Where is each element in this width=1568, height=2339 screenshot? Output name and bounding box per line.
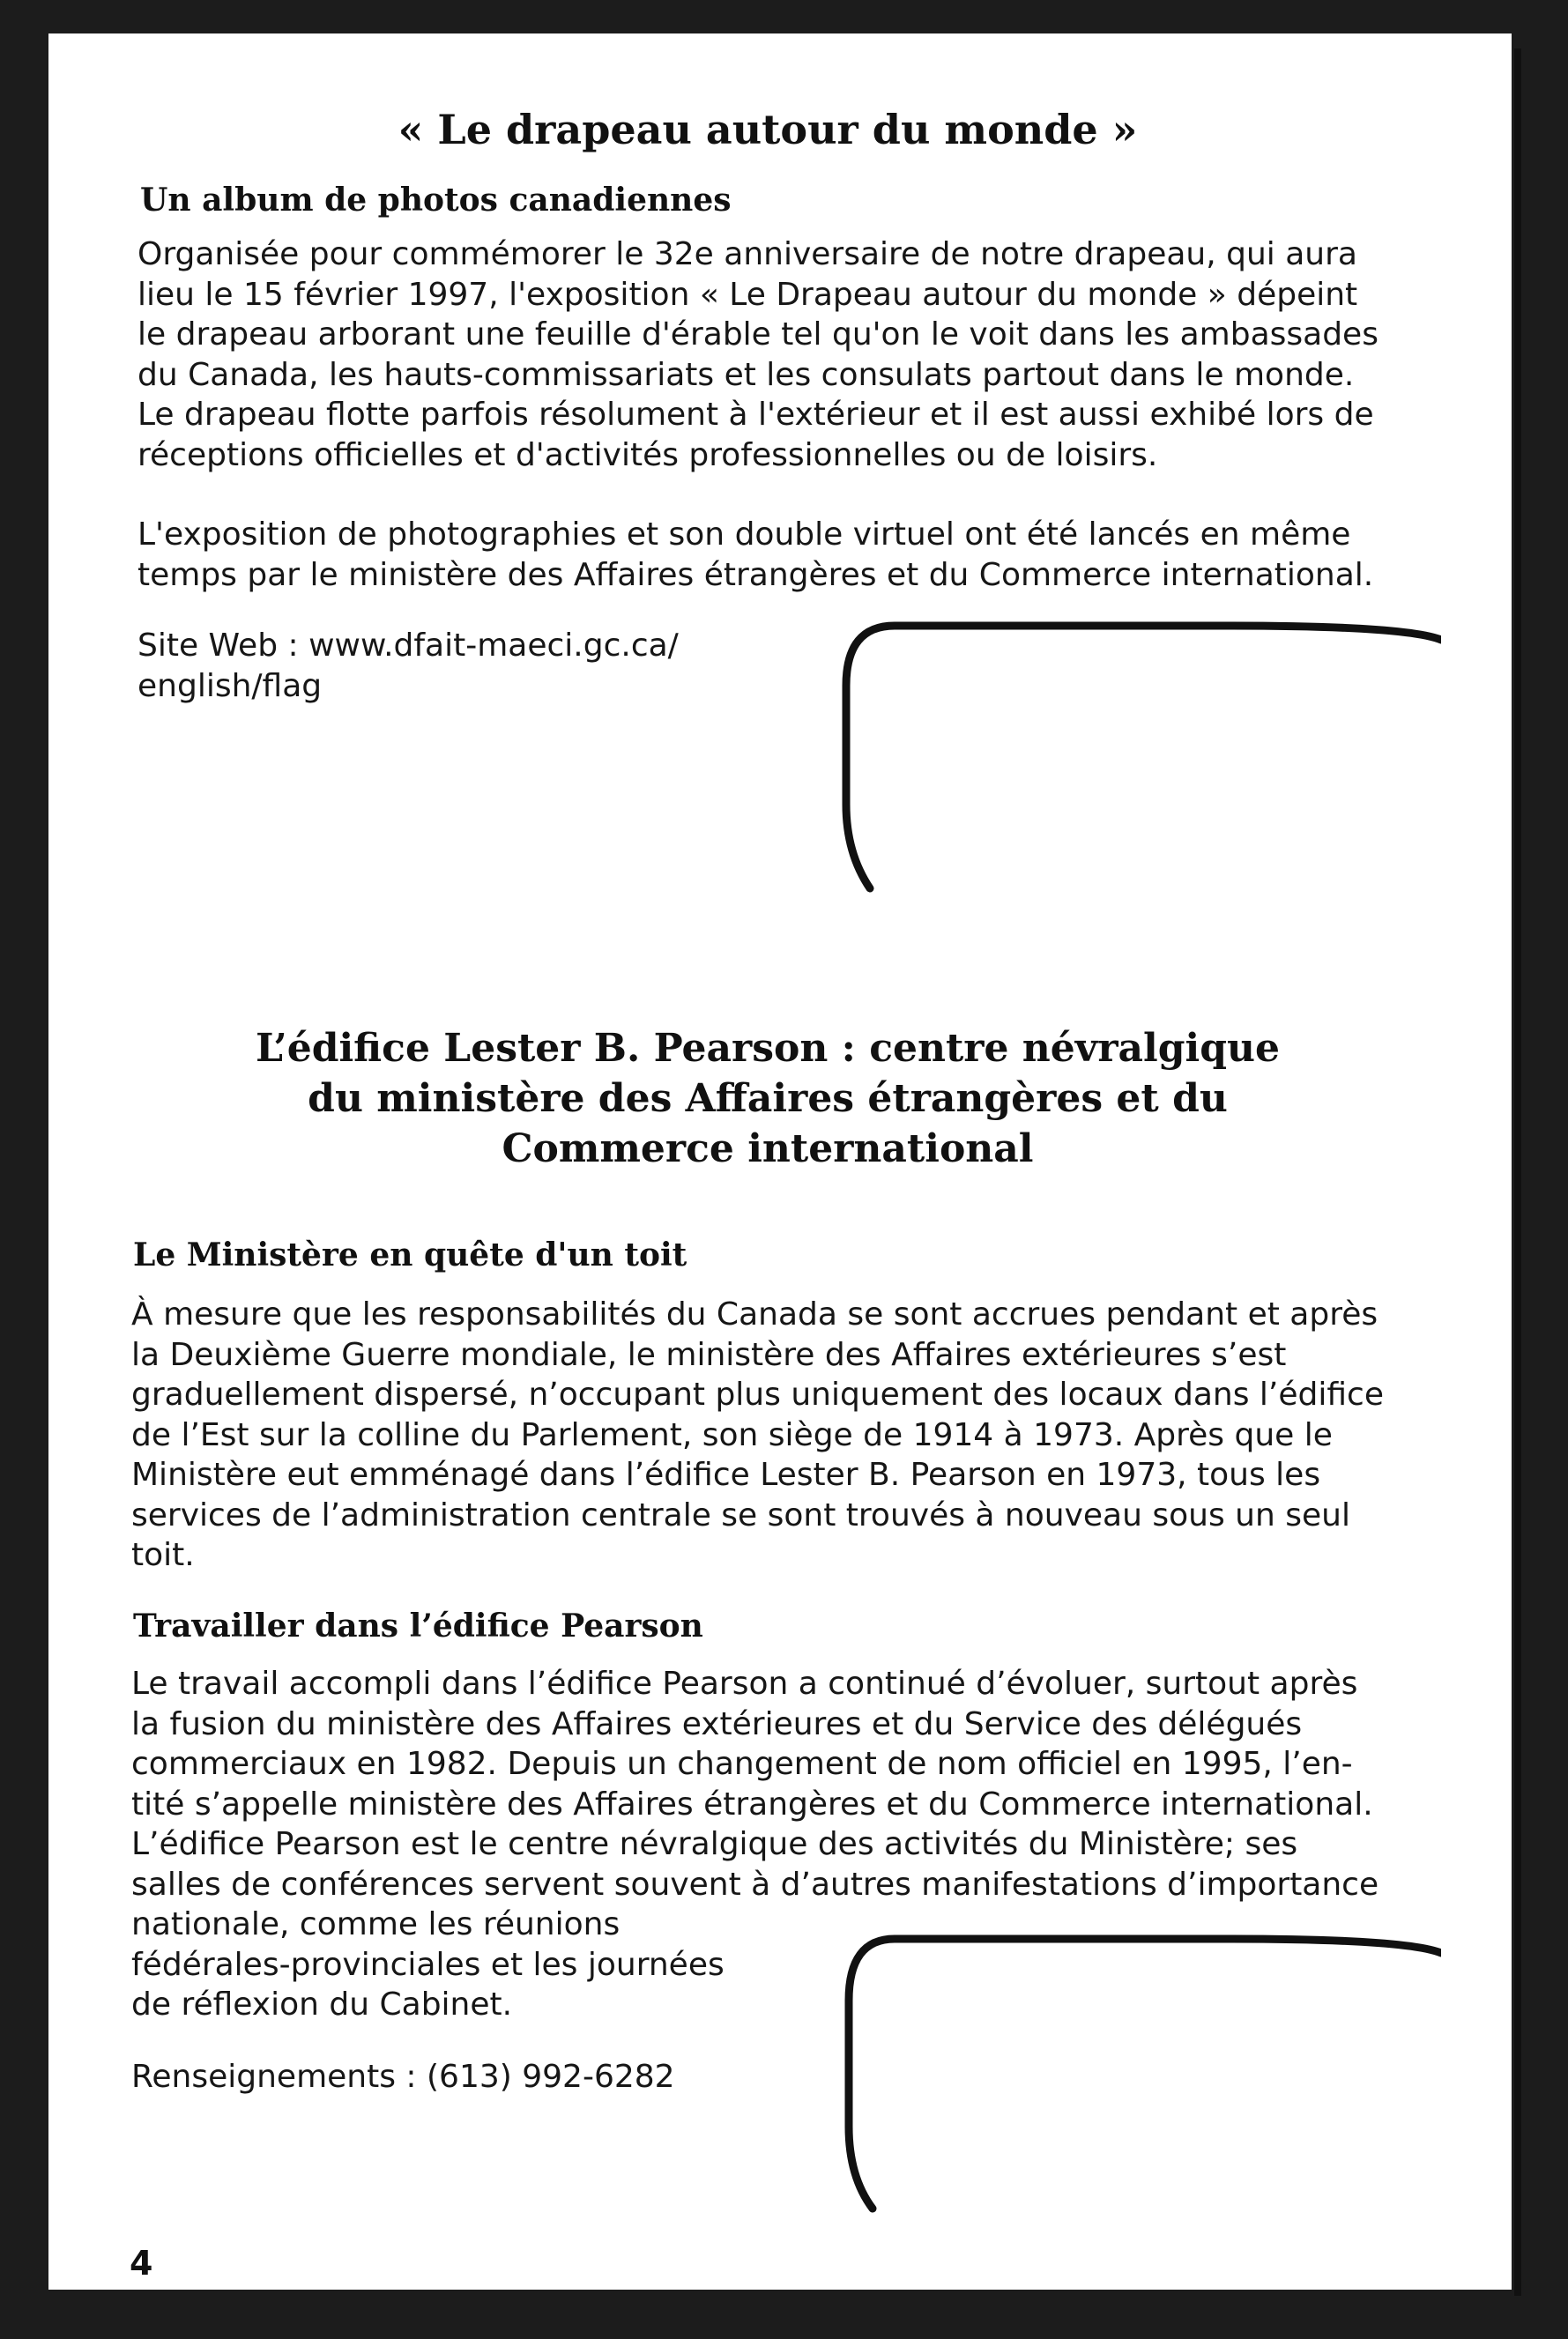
text-line: graduellement dispersé, n’occupant plus uniquement des locaux dans l’édifice xyxy=(131,1377,1384,1413)
text-line: de réflexion du Cabinet. xyxy=(131,1986,513,2023)
pearson-article-title xyxy=(48,1023,1487,1174)
title-line: du ministère des Affaires étrangères et du xyxy=(308,1076,1228,1121)
text-line: tité s’appelle ministère des Affaires étrangères et du Commerce international. xyxy=(131,1786,1373,1823)
pearson-info xyxy=(131,2057,675,2098)
page-edge-rule xyxy=(1514,48,1521,2296)
photo-frame-bracket xyxy=(771,589,1441,897)
text-line: salles de conférences servent souvent à d’autres manifestations d’importance xyxy=(131,1866,1379,1903)
text-line: toit. xyxy=(131,1537,195,1573)
flag-article-paragraph-2 xyxy=(137,515,1373,595)
text-line: Le travail accompli dans l’édifice Pearson a continué d’évoluer, surtout après xyxy=(131,1666,1358,1702)
text-line: services de l’administration centrale se sont trouvés à nouveau sous un seul xyxy=(131,1496,1350,1533)
text-line: Ministère eut emménagé dans l’édifice Lester B. Pearson en 1973, tous les xyxy=(131,1457,1321,1493)
text-line: Site Web : www.dfait-maeci.gc.ca/ xyxy=(137,627,679,664)
text-line: du Canada, les hauts-commissariats et les consulats partout dans le monde. xyxy=(137,356,1355,393)
text-line: fédérales-provinciales et les journées xyxy=(131,1946,725,1983)
text-line: lieu le 15 février 1997, l'exposition « Le Drapeau autour du monde » dépeint xyxy=(137,276,1358,313)
text-line: Le drapeau flotte parfois résolument à l'extérieur et il est aussi exhibé lors de xyxy=(137,397,1374,433)
pearson-paragraph-1 xyxy=(131,1295,1384,1576)
title-line: L’édifice Lester B. Pearson : centre névralgique xyxy=(256,1026,1280,1071)
text-line: Renseignements : (613) 992-6282 xyxy=(131,2059,675,2095)
photo-frame-bracket xyxy=(762,1902,1441,2219)
flag-article-subtitle: Un album de photos canadiennes xyxy=(140,182,732,219)
flag-article-title: « Le drapeau autour du monde » xyxy=(398,106,1138,153)
pearson-subtitle-2: Travailler dans l’édifice Pearson xyxy=(133,1608,703,1645)
text-line: réceptions officielles et d'activités professionnelles ou de loisirs. xyxy=(137,436,1158,473)
text-line: temps par le ministère des Affaires étrangères et du Commerce international. xyxy=(137,556,1374,593)
page-number: 4 xyxy=(130,2244,153,2283)
flag-website xyxy=(137,626,679,706)
text-line: nationale, comme les réunions xyxy=(131,1906,621,1942)
text-line: la Deuxième Guerre mondiale, le ministère des Affaires extérieures s’est xyxy=(131,1336,1287,1373)
flag-article-paragraph-1 xyxy=(137,234,1379,475)
title-line: Commerce international xyxy=(502,1126,1034,1171)
text-line: L'exposition de photographies et son double virtuel ont été lancés en même xyxy=(137,516,1351,553)
text-line: À mesure que les responsabilités du Canada se sont accrues pendant et après xyxy=(131,1296,1379,1333)
text-line: L’édifice Pearson est le centre névralgique des activités du Ministère; ses xyxy=(131,1826,1298,1862)
text-line: Organisée pour commémorer le 32e anniversaire de notre drapeau, qui aura xyxy=(137,236,1357,272)
document-page xyxy=(48,33,1512,2290)
text-line: le drapeau arborant une feuille d'érable tel qu'on le voit dans les ambassades xyxy=(137,316,1379,353)
text-line: commerciaux en 1982. Depuis un changement de nom officiel en 1995, l’en- xyxy=(131,1746,1353,1782)
pearson-subtitle-1: Le Ministère en quête d'un toit xyxy=(133,1236,687,1273)
text-line: de l’Est sur la colline du Parlement, son siège de 1914 à 1973. Après que le xyxy=(131,1416,1333,1453)
text-line: la fusion du ministère des Affaires extérieures et du Service des délégués xyxy=(131,1705,1303,1742)
text-line: english/flag xyxy=(137,667,323,704)
